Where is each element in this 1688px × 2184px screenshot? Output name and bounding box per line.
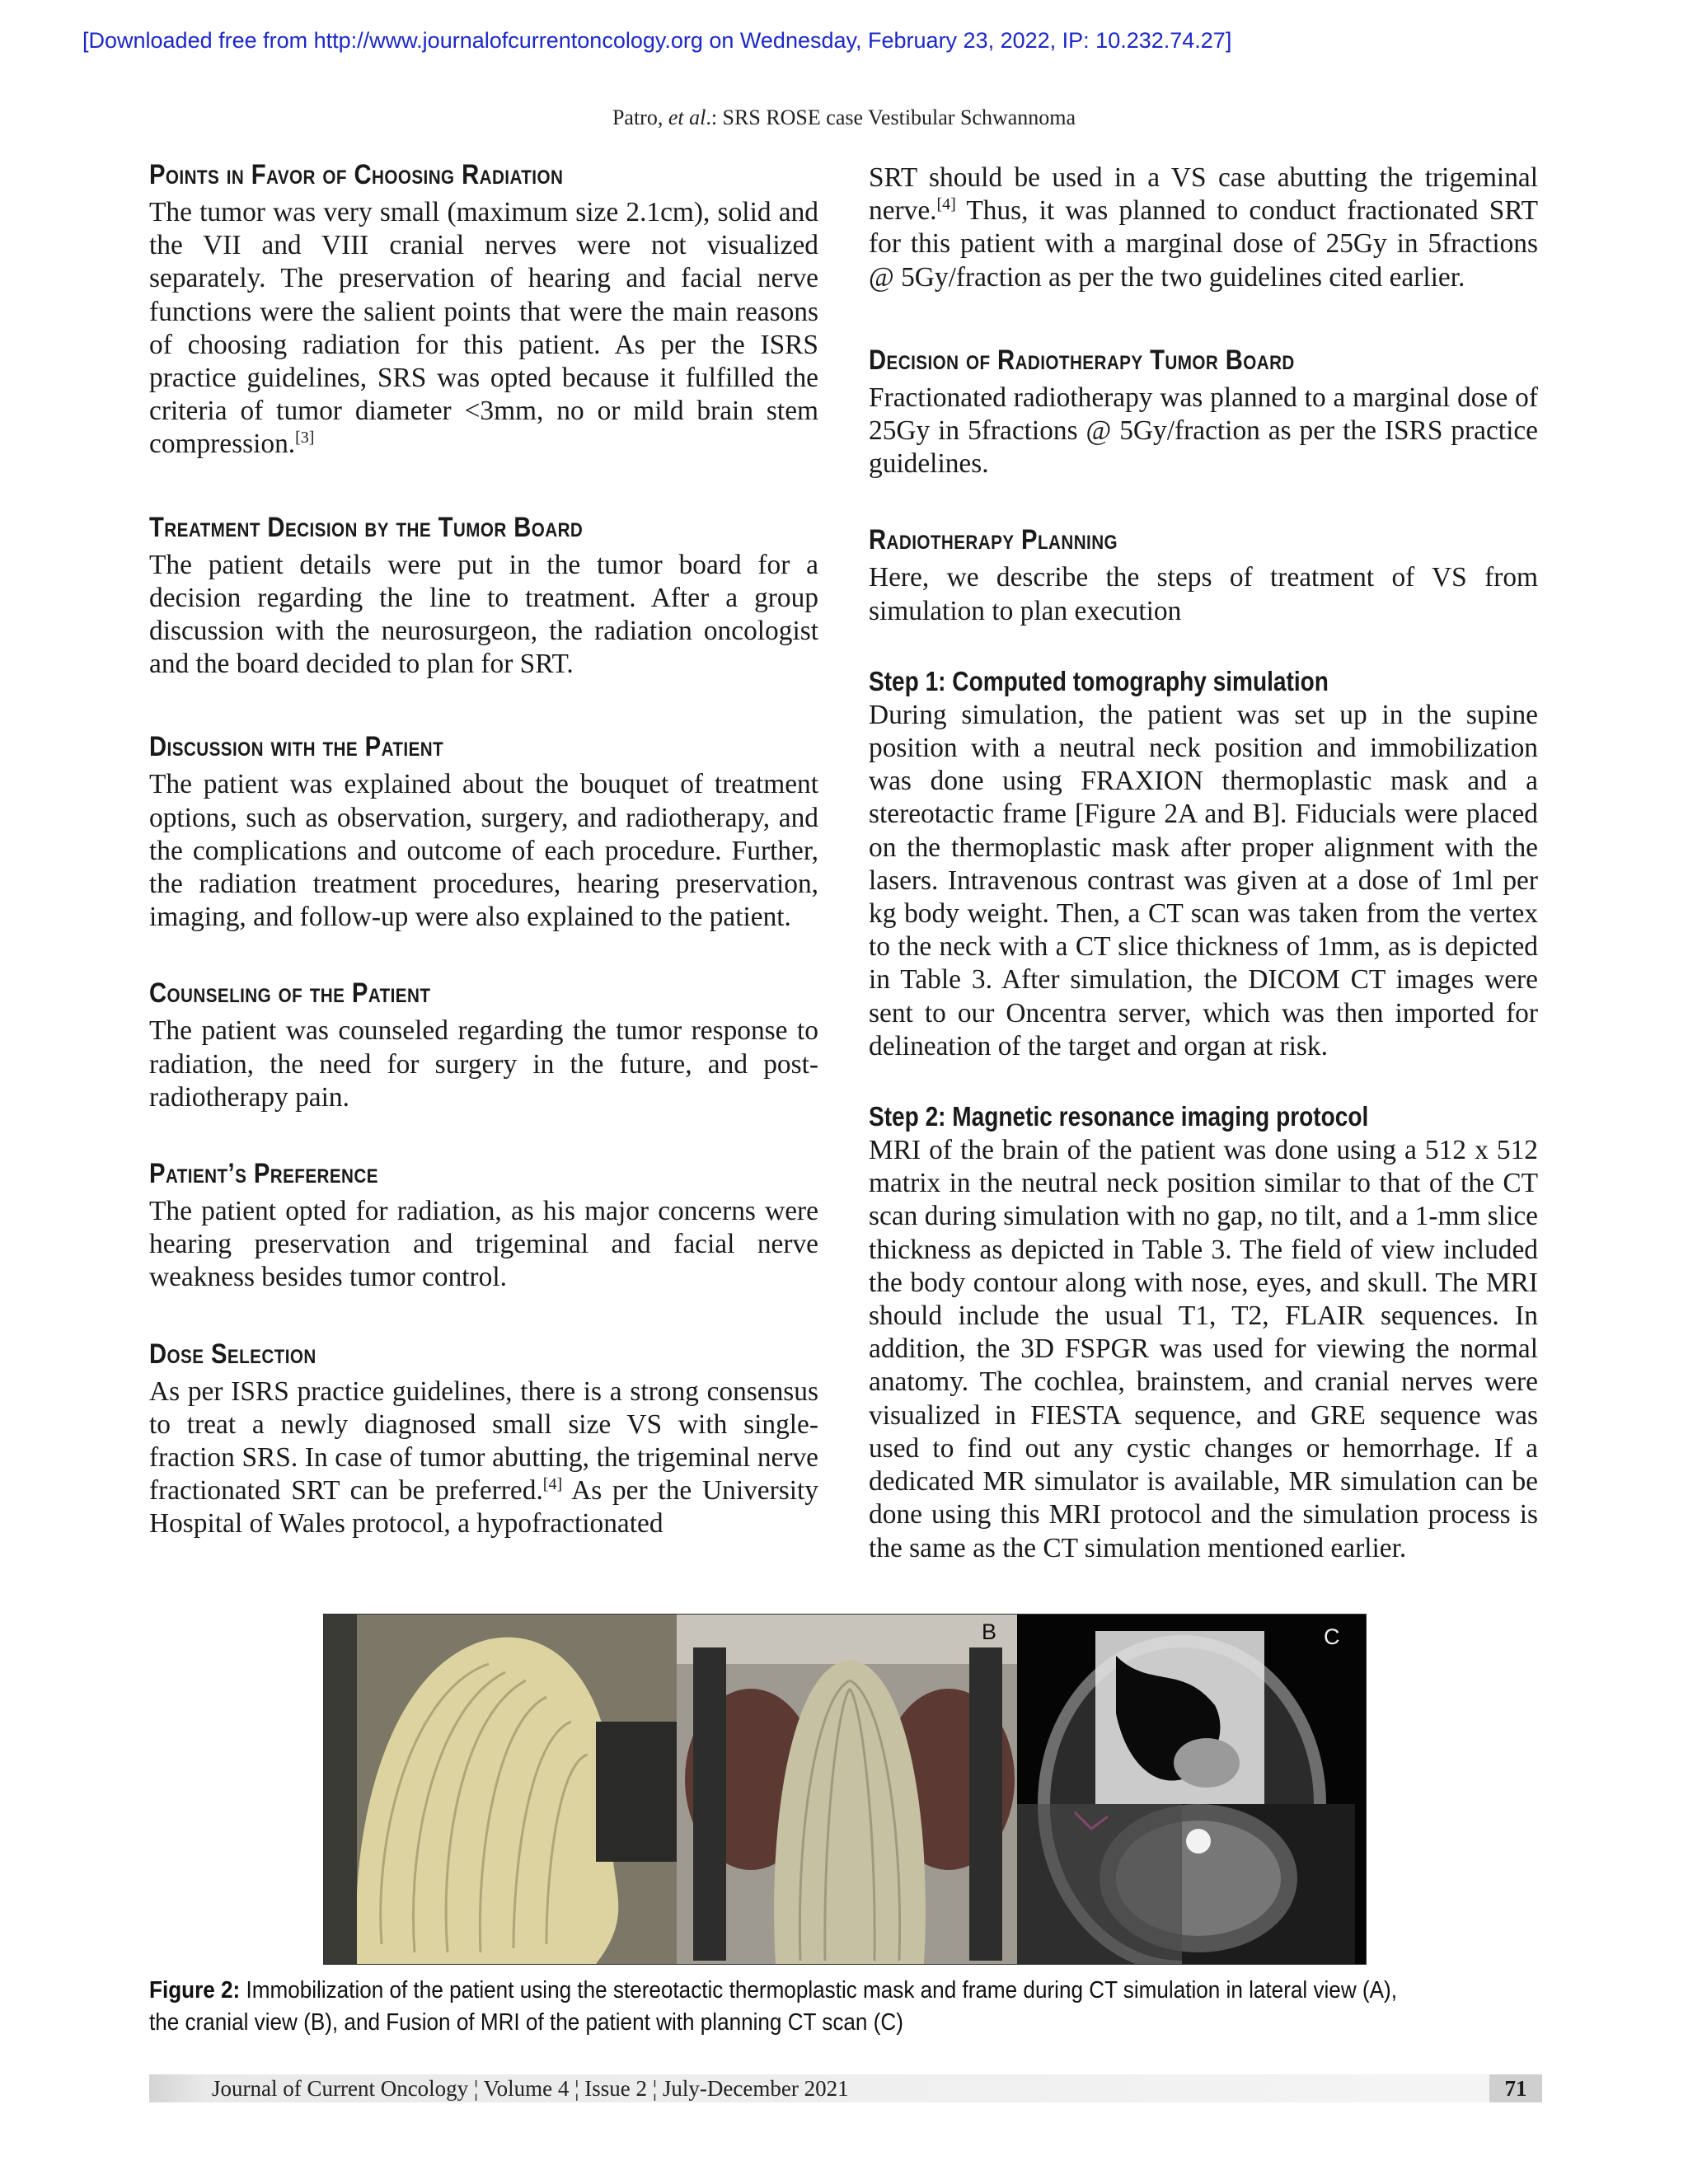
section-heading: Discussion with the Patient <box>149 731 444 763</box>
figure-panel-b <box>677 1615 1017 1964</box>
left-column <box>149 157 818 1541</box>
download-banner[interactable]: [Downloaded free from http://www.journalofcurrentoncology.org on Wednesday, February 23, 2022, IP: 10.232.74.27] <box>82 28 1232 53</box>
section-paragraph: The patient was explained about the bouquet of treatment options, such as observation, surgery, and radiotherapy, and the complications and outcome of each procedure. Further, the radiation treatment procedures, hearing preservation, imaging, and follow-up were also explained to the patient. <box>149 769 818 933</box>
mri-ct-fusion-image <box>1017 1615 1366 1964</box>
section-paragraph: The patient opted for radiation, as his major concerns were hearing preservation and trigeminal and facial nerve weakness besides tumor control. <box>149 1196 818 1293</box>
panel-label: C <box>1324 1624 1340 1649</box>
section-heading: Radiotherapy Planning <box>869 524 1118 556</box>
running-head-author: Patro, <box>612 105 668 129</box>
section-heading: Decision of Radiotherapy Tumor Board <box>869 344 1295 376</box>
footer-journal: Journal of Current Oncology ¦ Volume 4 ¦ Issue 2 ¦ July-December 2021 <box>212 2076 849 2101</box>
running-head-title: .: SRS ROSE case Vestibular Schwannoma <box>706 105 1076 129</box>
figure-2 <box>323 1614 1367 1965</box>
panel-label: B <box>982 1619 997 1644</box>
page-number: 71 <box>1489 2074 1542 2102</box>
section-heading: Treatment Decision by the Tumor Board <box>149 511 584 543</box>
section-paragraph: The patient details were put in the tumor board for a decision regarding the line to treatment. After a group discussion with the neurosurgeon, the radiation oncologist and the board decided to plan for SRT. <box>149 549 818 680</box>
paragraph-text: Thus, it was planned to conduct fractionated SRT for this patient with a marginal dose of 25Gy in 5fractions @ 5Gy/fraction as per the two guidelines cited earlier. <box>869 195 1538 293</box>
caption-label: Figure 2: <box>149 1977 241 2004</box>
section-paragraph: Here, we describe the steps of treatment of VS from simulation to plan execution <box>869 562 1538 626</box>
running-head-etal: et al <box>668 105 706 129</box>
section-heading: Counseling of the Patient <box>149 977 431 1010</box>
figure-panel-a <box>324 1615 677 1964</box>
section-paragraph: During simulation, the patient was set up in the supine position with a neutral neck position and immobilization was done using FRAXION thermoplastic mask and a stereotactic frame [Figure 2A and B]. Fiducials were placed on the thermoplastic mask after proper alignment with the lasers. Intravenous contrast was given at a dose of 1ml per kg body weight. Then, a CT scan was taken from the vertex to the neck with a CT slice thickness of 1mm, as is depicted in Table 3. After simulation, the DICOM CT images were sent to our Oncentra server, which was then imported for delineation of the target and organ at risk. <box>869 699 1538 1062</box>
page-footer <box>149 2074 1542 2102</box>
section-paragraph: Fractionated radiotherapy was planned to a marginal dose of 25Gy in 5fractions @ 5Gy/fraction as per the ISRS practice guidelines. <box>869 382 1538 480</box>
section-paragraph <box>869 162 1538 294</box>
section-heading: Dose Selection <box>149 1338 316 1370</box>
section-paragraph <box>149 1376 818 1541</box>
figure-panel-c <box>1017 1615 1366 1964</box>
running-head <box>0 105 1688 130</box>
figure-caption <box>149 1975 1403 2039</box>
citation-ref[interactable]: [3] <box>295 429 315 448</box>
right-column <box>869 162 1538 1565</box>
mask-cranial-image <box>677 1615 1017 1964</box>
paragraph-text: As per ISRS practice guidelines, there is a strong consensus to treat a newly diagnosed small size VS with single-fraction SRS. In case of tumor abutting, the trigeminal nerve fractionated SRT can be preferred. <box>149 1376 818 1507</box>
paragraph-text: The tumor was very small (maximum size 2.1cm), solid and the VII and VIII cranial nerves were not visualized separately. The preservation of hearing and facial nerve functions were the salient points that were the main reasons of choosing radiation for this patient. As per the ISRS practice guidelines, SRS was opted because it fulfilled the criteria of tumor diameter <3mm, no or mild brain stem compression. <box>149 197 818 460</box>
section-heading: Points in Favor of Choosing Radiation <box>149 159 564 190</box>
subsection-heading: Step 1: Computed tomography simulation <box>869 665 1329 696</box>
section-paragraph: MRI of the brain of the patient was done using a 512 x 512 matrix in the neutral neck position similar to that of the CT scan during simulation with no gap, no tilt, and a 1-mm slice thickness as depicted in Table 3. The field of view included the body contour along with nose, eyes, and skull. The MRI should include the usual T1, T2, FLAIR sequences. In addition, the 3D FSPGR was used for viewing the normal anatomy. The cochlea, brainstem, and cranial nerves were visualized in FIESTA sequence, and GRE sequence was used to find out any cystic changes or hemorrhage. If a dedicated MR simulator is available, MR simulation can be done using this MRI protocol and the simulation process is the same as the CT simulation mentioned earlier. <box>869 1135 1538 1563</box>
mask-lateral-image <box>324 1615 677 1964</box>
section-paragraph <box>149 196 818 462</box>
paragraph-text: SRT should be used in a VS case abutting the trigeminal nerve. <box>869 162 1538 227</box>
paragraph-text: As per the University Hospital of Wales protocol, a hypofractionated <box>149 1475 818 1540</box>
citation-ref[interactable]: [4] <box>936 195 956 214</box>
citation-ref[interactable]: [4] <box>542 1475 563 1494</box>
subsection-heading: Step 2: Magnetic resonance imaging protocol <box>869 1101 1369 1132</box>
section-heading: Patient’s Preference <box>149 1158 378 1190</box>
section-paragraph: The patient was counseled regarding the tumor response to radiation, the need for surgery in the future, and post-radiotherapy pain. <box>149 1015 818 1113</box>
caption-text: Immobilization of the patient using the stereotactic thermoplastic mask and frame during CT simulation in lateral view (A), the cranial view (B), and Fusion of MRI of the patient with planning CT scan (C) <box>149 1977 1397 2036</box>
